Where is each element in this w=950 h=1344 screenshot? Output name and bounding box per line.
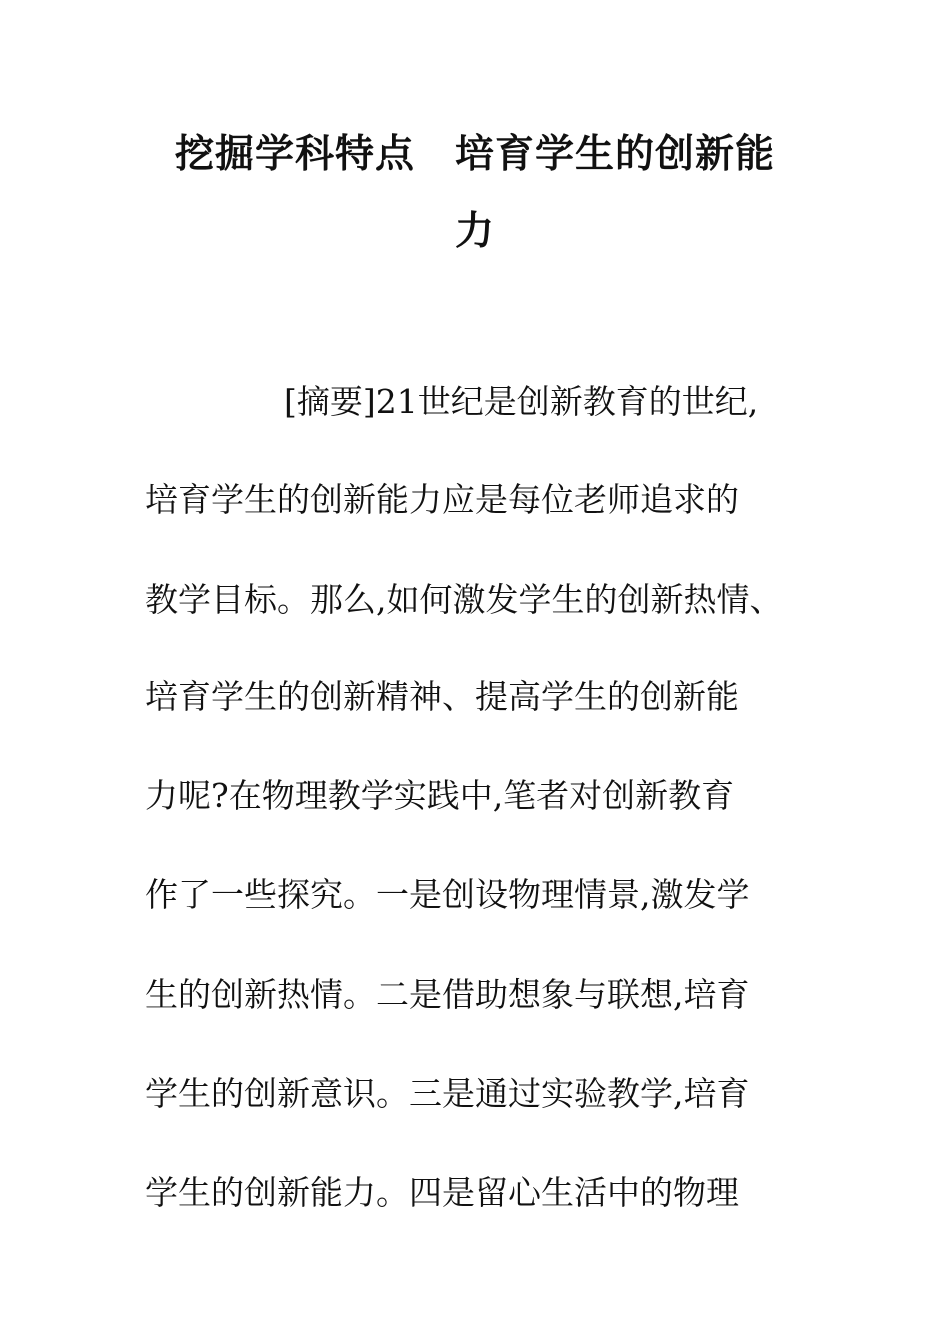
abstract-line-1: [摘要]21世纪是创新教育的世纪,: [284, 382, 759, 421]
abstract-line-5: 力呢?在物理教学实践中,笔者对创新教育: [145, 776, 735, 815]
abstract-line-7: 生的创新热情。二是借助想象与联想,培育: [145, 975, 750, 1014]
abstract-line-6: 作了一些探究。一是创设物理情景,激发学: [145, 875, 750, 914]
document-title-line-1: 挖掘学科特点 培育学生的创新能: [174, 132, 775, 177]
abstract-line-3: 教学目标。那么,如何激发学生的创新热情、: [145, 580, 783, 619]
abstract-line-4: 培育学生的创新精神、提高学生的创新能: [145, 677, 739, 716]
abstract-line-8: 学生的创新意识。三是通过实验教学,培育: [145, 1074, 750, 1113]
abstract-line-9: 学生的创新能力。四是留心生活中的物理: [145, 1173, 739, 1212]
document-title-line-2: 力: [454, 209, 495, 254]
abstract-line-2: 培育学生的创新能力应是每位老师追求的: [145, 480, 739, 519]
